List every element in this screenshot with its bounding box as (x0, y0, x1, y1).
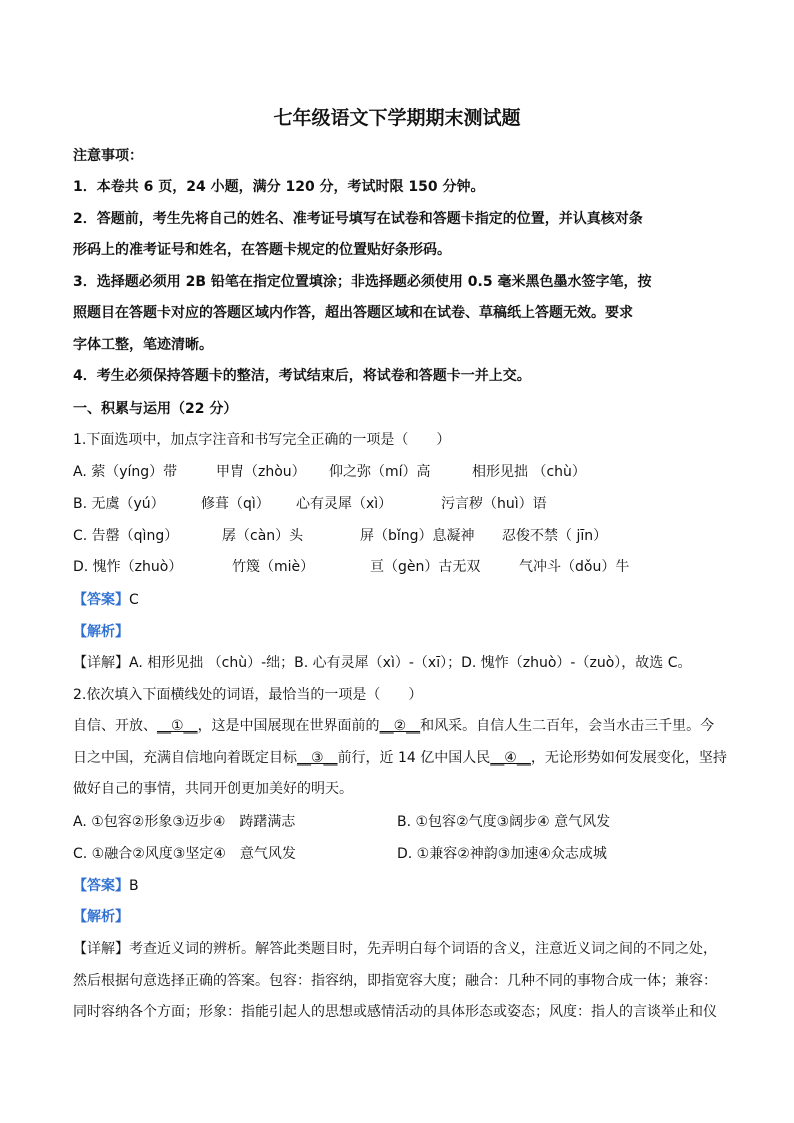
q2-passage-line-1 (73, 717, 733, 735)
q1-b-4: 污言秽（huì）语 (441, 496, 547, 512)
page-title: 七年级语文下学期期末测试题 (273, 107, 521, 129)
q2-detail-line-1 (73, 940, 733, 958)
detail-text: 考查近义词的辨析。解答此类题目时，先弄明白每个词语的含义，注意近义词之间的不同之处， (129, 941, 717, 957)
q1-c-2: 孱（càn）头 (222, 528, 304, 544)
q1-c-3: 屏（bǐng）息凝神 (360, 528, 475, 544)
notice-heading: 注意事项： (73, 148, 143, 164)
passage-text: 前行，近 14 亿中国人民 (337, 750, 491, 766)
answer-tag: 【答案】 (73, 592, 129, 608)
q1-b-1: B. 无虞（yú） (73, 496, 165, 512)
notice-item-4: 4．考生必须保持答题卡的整洁，考试结束后，将试卷和答题卡一并上交。 (73, 368, 531, 384)
q2-stem: 2.依次填入下面横线处的词语，最恰当的一项是（ ） (73, 687, 423, 703)
notice-item-2: 2．答题前，考生先将自己的姓名、准考证号填写在试卷和答题卡指定的位置，并认真核对条 (73, 211, 643, 227)
notice-item-3-cont2: 字体工整，笔迹清晰。 (73, 337, 213, 353)
section-heading: 一、积累与运用（22 分） (73, 401, 238, 417)
notice-item-2-cont: 形码上的准考证号和姓名，在答题卡规定的位置贴好条形码。 (73, 242, 451, 258)
q1-a-1: A. 萦（yíng）带 (73, 464, 178, 480)
blank-4: __④__ (490, 750, 531, 766)
q1-a-2: 甲胄（zhòu） (216, 464, 306, 480)
q2-detail-line-2: 然后根据句意选择正确的答案。包容：指容纳，即指宽容大度；融合：几种不同的事物合成一体；兼容： (73, 973, 717, 989)
q2-passage-line-3 (73, 780, 733, 798)
q2-answer (73, 877, 733, 895)
q1-b-2: 修葺（qì） (201, 496, 270, 512)
answer-tag: 【答案】 (73, 878, 129, 894)
q1-d-1: D. 愧怍（zhuò） (73, 559, 183, 575)
analysis-tag: 【解析】 (73, 909, 129, 925)
q2-option-a: A. ①包容②形象③迈步④ 踌躇满志 (73, 814, 296, 830)
blank-2: __②__ (379, 718, 421, 734)
q1-d-4: 气冲斗（dǒu）牛 (519, 559, 630, 575)
q1-d-3: 亘（gèn）古无双 (370, 559, 481, 575)
passage-text: 日之中国，充满自信地向着既定目标 (73, 750, 297, 766)
q2-analysis (73, 908, 733, 926)
detail-text: A. 相形见拙 （chù）-绌；B. 心有灵犀（xì）-（xī）；D. 愧怍（zhuò）-（zuò），故选 C。 (129, 655, 692, 671)
q2-option-d: D. ①兼容②神韵③加速④众志成城 (397, 846, 607, 862)
q1-c-1: C. 告罄（qìng） (73, 528, 179, 544)
detail-tag: 【详解】 (73, 655, 129, 671)
notice-item-1: 1．本卷共 6 页，24 小题，满分 120 分，考试时限 150 分钟。 (73, 179, 485, 195)
passage-text: 做好自己的事情，共同开创更加美好的明天。 (73, 781, 353, 797)
q1-a-3: 仰之弥（mí）高 (329, 464, 431, 480)
notice-item-3: 3．选择题必须用 2B 铅笔在指定位置填涂；非选择题必须使用 0.5 毫米黑色墨水签字笔，按 (73, 274, 652, 290)
passage-text: ，这是中国展现在世界面前的 (197, 718, 380, 734)
answer-value: C (129, 592, 139, 608)
blank-1: __①__ (157, 718, 198, 734)
passage-text: 自信、开放、 (73, 718, 157, 734)
q1-a-4: 相形见拙 （chù） (472, 464, 586, 480)
q2-passage-line-2 (73, 749, 733, 767)
passage-text: 和风采。自信人生二百年，会当水击三千里。今 (420, 718, 715, 734)
q2-option-b: B. ①包容②气度③阔步④ 意气风发 (397, 814, 611, 830)
q1-c-4: 忍俊不禁（ jīn） (502, 528, 608, 544)
q1-d-2: 竹篾（miè） (232, 559, 315, 575)
passage-text: ，无论形势如何发展变化，坚持 (530, 750, 727, 766)
blank-3: __③__ (297, 750, 338, 766)
q1-answer (73, 591, 733, 609)
q1-stem: 1.下面选项中，加点字注音和书写完全正确的一项是（ ） (73, 432, 451, 448)
q2-detail-line-3: 同时容纳各个方面；形象：指能引起人的思想或感情活动的具体形态或姿态；风度：指人的言谈举止和仪 (73, 1004, 717, 1020)
detail-tag: 【详解】 (73, 941, 129, 957)
notice-item-3-cont: 照题目在答题卡对应的答题区域内作答，超出答题区域和在试卷、草稿纸上答题无效。要求 (73, 305, 633, 321)
q1-detail (73, 654, 733, 672)
analysis-tag: 【解析】 (73, 624, 129, 640)
answer-value: B (129, 878, 139, 894)
q1-analysis (73, 623, 733, 641)
q1-b-3: 心有灵犀（xì） (296, 496, 393, 512)
q2-option-c: C. ①融合②风度③坚定④ 意气风发 (73, 846, 296, 862)
